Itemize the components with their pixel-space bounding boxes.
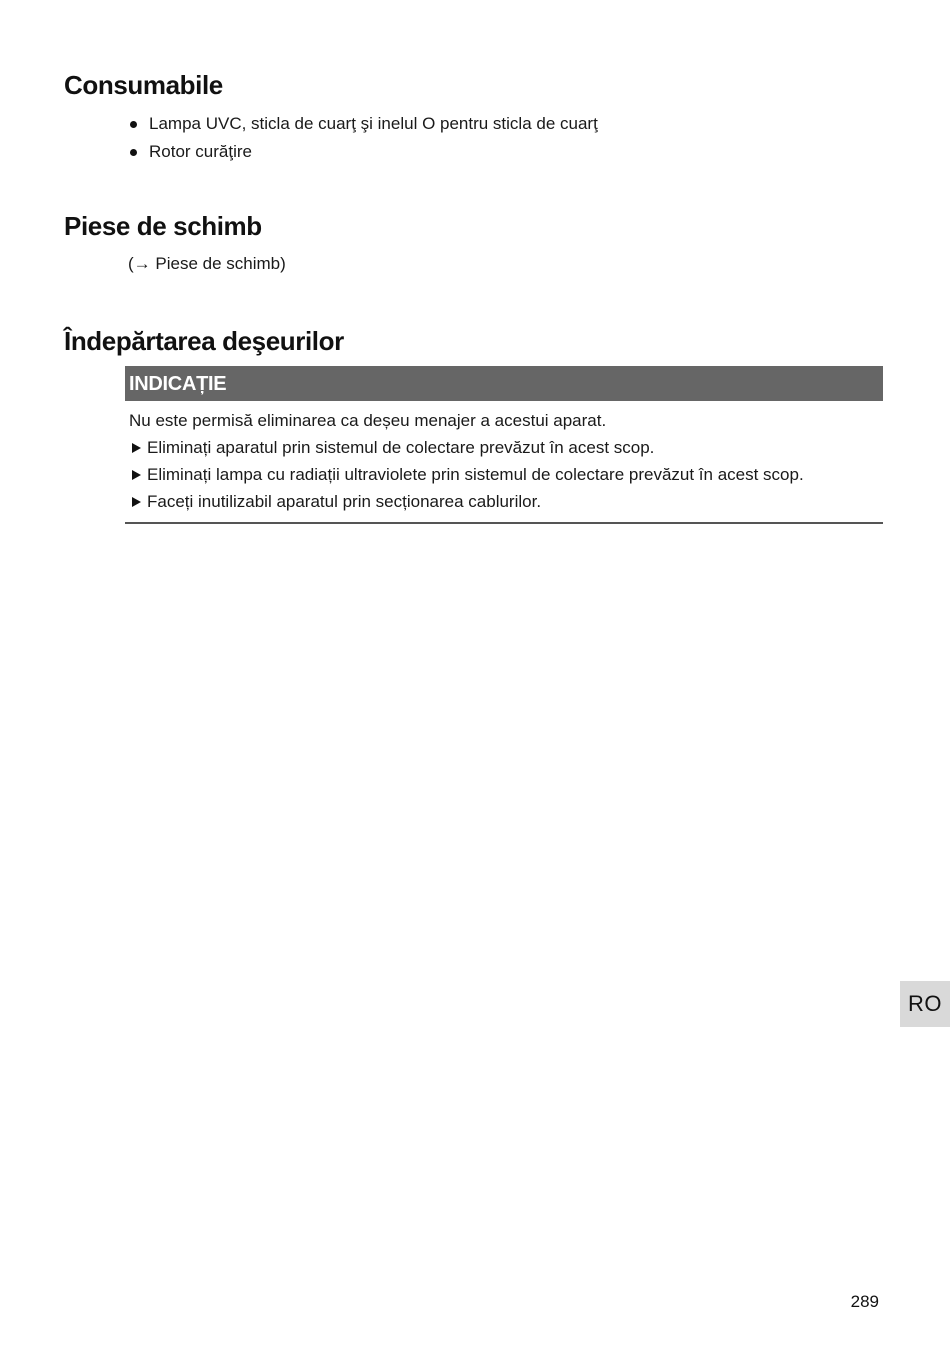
- arrow-right-icon: [132, 470, 141, 480]
- notice-step: [129, 461, 883, 488]
- page-number: 289: [850, 1292, 879, 1311]
- notice-step: [129, 434, 883, 461]
- notice-divider: [125, 522, 883, 524]
- list-item-text: Lampa UVC, sticla de cuarţ şi inelul O pentru sticla de cuarţ: [149, 114, 598, 133]
- notice-step-text: Eliminați lampa cu radiații ultraviolete prin sistemul de colectare prevăzut în acest scop.: [147, 465, 804, 484]
- list-item: [128, 110, 598, 138]
- notice-step-text: Eliminați aparatul prin sistemul de colectare prevăzut în acest scop.: [147, 438, 655, 457]
- notice-text: Nu este permisă eliminarea ca deșeu menajer a acestui aparat.: [129, 411, 607, 430]
- spare-parts-reference-link[interactable]: (→ Piese de schimb): [128, 254, 286, 273]
- consumables-list: [128, 110, 598, 166]
- bullet-icon: [130, 121, 137, 128]
- list-item-text: Rotor curăţire: [149, 142, 252, 161]
- arrow-right-icon: [132, 497, 141, 507]
- notice-body: [125, 401, 883, 515]
- arrow-right-icon: [132, 443, 141, 453]
- language-tab: RO: [900, 981, 950, 1027]
- notice-box: [125, 366, 883, 524]
- notice-step-text: Faceți inutilizabil aparatul prin secționarea cablurilor.: [147, 492, 542, 511]
- bullet-icon: [130, 149, 137, 156]
- notice-label: INDICAȚIE: [125, 366, 883, 401]
- heading-consumables: Consumabile: [64, 70, 223, 100]
- heading-spare-parts: Piese de schimb: [64, 211, 262, 241]
- heading-disposal: Îndepărtarea deşeurilor: [64, 326, 344, 356]
- notice-step: [129, 488, 883, 515]
- list-item: [128, 138, 598, 166]
